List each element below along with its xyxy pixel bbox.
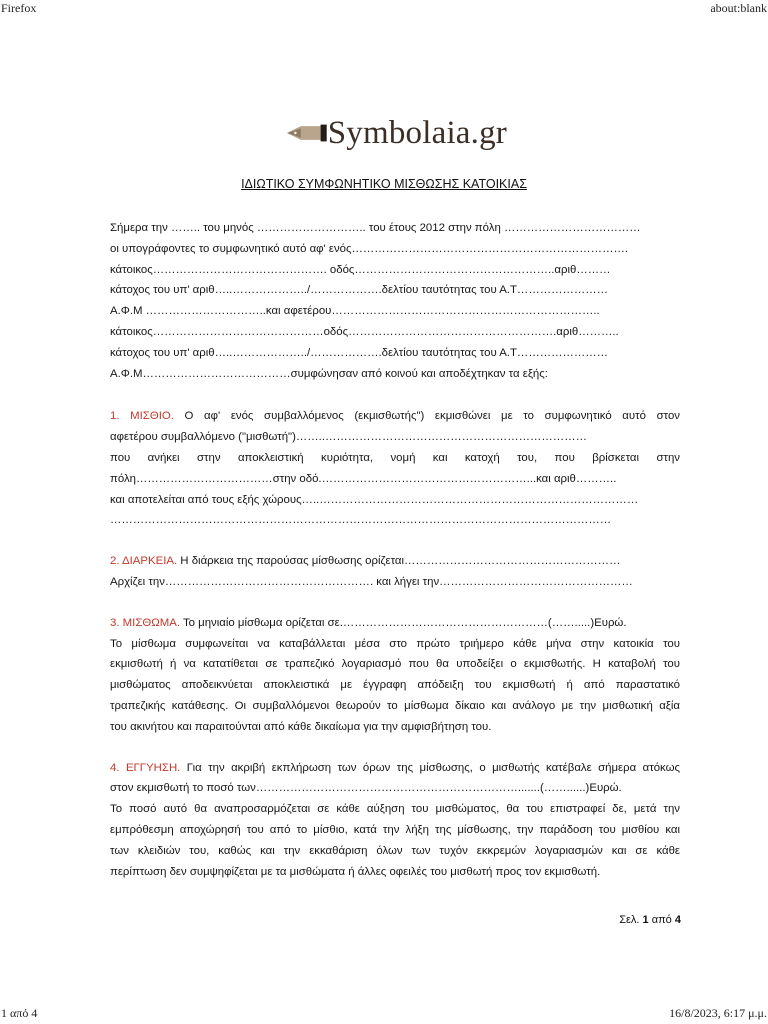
parties-line: Α.Φ.Μ…………………………………συμφώνησαν από κοινού και αποδέχτηκαν τα εξής: [110,367,548,380]
section-line: εμπρόθεσμη αποχώρησή του από το μίσθιο, κατά την λήξη της μίσθωσης, την παράδοση του μισθίου και [110,823,680,836]
print-footer [0,1006,768,1024]
section-line: στον εκμισθωτή το ποσό των…………………………………………………………….......(……......)Ευρώ. [110,782,622,795]
section-line: των κλειδιών του, καθώς και την εκκαθάριση όλων των τυχόν εκκρεμών λογαριασμών και σε κάθε [110,844,680,857]
section-line: Αρχίζει την………………………………………………. και λήγει την…………………………………………… [110,575,633,588]
section-line: πόλη………………………………στην οδό.………………………………………………...και αριθ……….. [110,472,617,485]
section-guarantee [110,758,680,883]
section-line: μισθώματος αποδεικνύεται αποκλειστικά με έγγραφη απόδειξη του εκμισθωτή ή από παραστατικό [110,679,680,692]
section-line: και αποτελείται από τους εξής χώρους…..………………………………………………………………………… [110,493,639,506]
section-duration [110,551,680,593]
section-line: που ανήκει στην αποκλειστική κυριότητα, νομή και κατοχή του, που βρίσκεται στην [110,451,680,464]
print-timestamp: 16/8/2023, 6:17 μ.μ. [669,1006,767,1020]
symbolaia-logo [287,113,507,153]
section-premises [110,406,680,531]
logo-text: Symbolaia.gr [327,114,507,151]
page-number: Σελ. 1 από 4 [619,914,681,926]
section-text: Για την ακριβή εκπλήρωση των όρων της μίσθωσης, ο μισθωτής κατέβαλε σήμερα ατόκως [180,761,680,774]
section-line: Το μίσθωμα συμφωνείται να καταβάλλεται μέσα στο πρώτο τριήμερο κάθε μήνα στην κατοικία του [110,637,680,650]
section-text: Η διάρκεια της παρούσας μίσθωσης ορίζεται………………………………………………… [177,555,621,568]
section-line: αφετέρου συμβαλλόμενο ("μισθωτή")……..…………………………………………………………… [110,431,587,444]
section-heading: 4. ΕΓΓΥΗΣΗ. [110,761,181,774]
contract-body [110,218,680,882]
section-heading: 2. ΔΙΑΡΚΕΙΑ. [110,555,178,568]
section-line: του ακινήτου και παραιτούνται από κάθε δικαίωμα για την αμφισβήτηση του. [110,720,492,733]
section-line: εκμισθωτή ή να κατατίθεται σε τραπεζικό λογαριασμό που θα υποδείξει ο εκμισθωτής. Η καταβολή του [110,658,680,671]
section-text: Ο αφ' ενός συμβαλλόμενος (εκμισθωτής") εκμισθώνει με το συμφωνητικό αυτό στον [173,410,680,423]
parties-block [110,218,680,384]
parties-line: κάτοικος………………………………………. οδός……………………………………………..αριθ……… [110,263,611,276]
print-pager: 1 από 4 [1,1006,38,1020]
print-header [0,0,768,18]
parties-line: κάτοχος του υπ' αριθ…..………………../……………….δελτίου ταυτότητας του Α.Τ…………………… [110,346,609,359]
parties-line: οι υπογράφοντες το συμφωνητικό αυτό αφ' ενός………………………………………………………………. [110,242,629,255]
section-text: Το μηνιαίο μίσθωμα ορίζεται σε.………………………………………………(…….....)Ευρώ. [180,616,627,629]
page-url: about:blank [710,1,767,15]
parties-line: Σήμερα την …….. του μηνός ……………………….. του έτους 2012 στην πόλη ……………………………… [110,222,641,234]
parties-line: κάτοικος………………………………………οδός……………………………………………….αριθ……….. [110,325,619,338]
section-line: τραπεζικής κατάθεσης. Οι συμβαλλόμενοι θεωρούν το μίσθωμα δίκαιο και ανάλογο με την μισθωτική αξία [110,699,680,712]
document-title: ΙΔΙΩΤΙΚΟ ΣΥΜΦΩΝΗΤΙΚΟ ΜΙΣΘΩΣΗΣ ΚΑΤΟΙΚΙΑΣ [241,177,527,191]
section-heading: 1. ΜΙΣΘΙΟ. [110,410,174,423]
parties-line: κάτοχος του υπ' αριθ…..………………../……………….δελτίου ταυτότητας του Α.Τ…………………… [110,284,609,297]
section-line: περίπτωση δεν συμψηφίζεται με τα μισθώματα ή άλλες οφειλές του μισθωτή προς τον εκμισθωτή. [110,865,601,878]
section-rent [110,613,680,738]
section-heading: 3. ΜΙΣΘΩΜΑ. [110,616,180,629]
fountain-pen-icon [287,118,327,148]
parties-line: Α.Φ.Μ …………………………..και αφετέρου…………………………………………………………….. [110,305,600,318]
section-line: …………………………………………………………………………………………………………………… [110,514,612,527]
browser-name: Firefox [1,1,37,15]
section-line: Το ποσό αυτό θα αναπροσαρμόζεται σε κάθε αύξηση του μισθώματος, θα του επιστραφεί δε, μετά την [110,803,680,816]
